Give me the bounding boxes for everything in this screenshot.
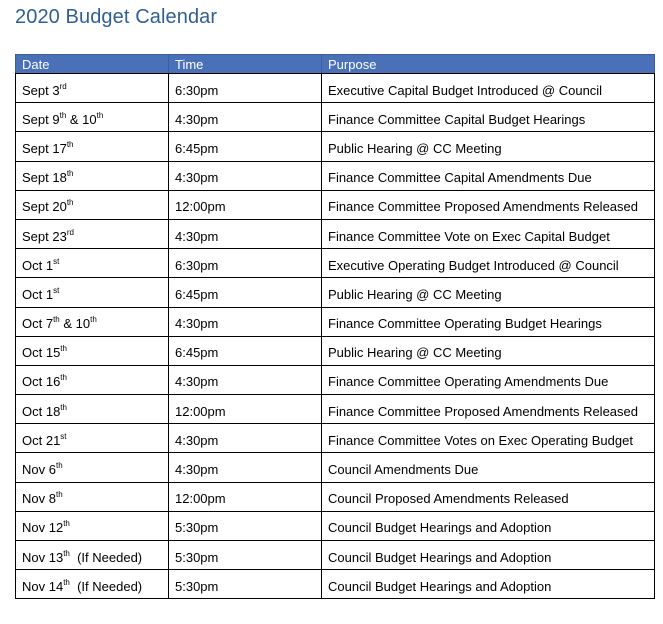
purpose-cell — [322, 541, 655, 570]
time-cell — [169, 249, 322, 278]
purpose-cell — [322, 395, 655, 424]
table-row — [16, 249, 655, 278]
purpose-cell — [322, 103, 655, 132]
time-text: 6:45pm — [175, 286, 219, 302]
time-cell — [169, 511, 322, 540]
purpose-text: Council Amendments Due — [328, 462, 479, 478]
time-cell — [169, 395, 322, 424]
table-row — [16, 161, 655, 190]
table-body — [16, 74, 655, 599]
time-text: 12:00pm — [175, 491, 226, 507]
purpose-text: Executive Capital Budget Introduced @ Council — [328, 82, 603, 98]
time-cell — [169, 307, 322, 336]
date-cell — [16, 249, 169, 278]
time-cell — [169, 74, 322, 103]
date-part: Oct 21 — [22, 432, 61, 448]
date-part: Sept 17 — [22, 140, 67, 156]
date-text — [22, 576, 142, 593]
purpose-text: Finance Committee Capital Budget Hearings — [328, 111, 586, 127]
date-part: Nov 14 — [22, 578, 64, 594]
purpose-cell — [322, 249, 655, 278]
date-text — [22, 371, 67, 388]
date-ordinal-suffix: th — [96, 110, 104, 120]
date-text — [22, 313, 97, 330]
table-row — [16, 570, 655, 599]
table-row — [16, 541, 655, 570]
date-part: Sept 3 — [22, 82, 60, 98]
time-text: 6:30pm — [175, 257, 219, 273]
table-row — [16, 511, 655, 540]
purpose-text: Finance Committee Votes on Exec Operating Budget — [328, 432, 633, 448]
date-text — [22, 284, 59, 301]
date-ordinal-suffix: th — [66, 198, 74, 208]
time-cell — [169, 103, 322, 132]
time-text: 4:30pm — [175, 432, 219, 448]
time-cell — [169, 541, 322, 570]
date-cell — [16, 219, 169, 248]
date-cell — [16, 161, 169, 190]
table-row — [16, 74, 655, 103]
time-text: 12:00pm — [175, 199, 226, 215]
time-text: 4:30pm — [175, 228, 219, 244]
date-cell — [16, 365, 169, 394]
purpose-text: Finance Committee Operating Amendments Due — [328, 374, 609, 390]
purpose-cell — [322, 365, 655, 394]
date-part: & 10 — [66, 111, 97, 127]
table-row — [16, 424, 655, 453]
time-cell — [169, 424, 322, 453]
purpose-text: Finance Committee Proposed Amendments Released — [328, 403, 638, 419]
date-ordinal-suffix: st — [60, 431, 67, 441]
date-ordinal-suffix: th — [53, 315, 60, 325]
time-cell — [169, 570, 322, 599]
header-time: Time — [169, 55, 322, 74]
date-part: Nov 13 — [22, 549, 64, 565]
purpose-cell — [322, 190, 655, 219]
date-ordinal-suffix: th — [60, 344, 67, 354]
purpose-cell — [322, 570, 655, 599]
table-row — [16, 278, 655, 307]
date-ordinal-suffix: th — [90, 315, 97, 325]
date-cell — [16, 190, 169, 219]
time-cell — [169, 219, 322, 248]
purpose-text: Executive Operating Budget Introduced @ Council — [328, 257, 619, 273]
table-row — [16, 219, 655, 248]
time-text: 4:30pm — [175, 111, 219, 127]
date-part: Oct 18 — [22, 403, 61, 419]
purpose-cell — [322, 278, 655, 307]
header-date: Date — [16, 55, 169, 74]
date-cell — [16, 511, 169, 540]
date-text — [22, 255, 59, 272]
purpose-text: Council Budget Hearings and Adoption — [328, 578, 552, 594]
table-row — [16, 395, 655, 424]
date-text — [22, 109, 103, 126]
purpose-cell — [322, 424, 655, 453]
date-text — [22, 167, 74, 184]
date-part: Sept 18 — [22, 170, 67, 186]
date-ordinal-suffix: th — [63, 548, 70, 558]
date-part: Nov 6 — [22, 462, 56, 478]
date-ordinal-suffix: th — [63, 519, 70, 529]
date-part: Sept 9 — [22, 111, 60, 127]
purpose-text: Finance Committee Vote on Exec Capital Budget — [328, 228, 610, 244]
time-cell — [169, 336, 322, 365]
date-part: Sept 20 — [22, 199, 67, 215]
page-title: 2020 Budget Calendar — [15, 6, 218, 28]
date-part: & 10 — [59, 316, 91, 332]
time-text: 4:30pm — [175, 170, 219, 186]
date-ordinal-suffix: rd — [66, 227, 74, 237]
date-cell — [16, 278, 169, 307]
date-text — [22, 459, 63, 476]
table-row — [16, 132, 655, 161]
date-ordinal-suffix: th — [66, 169, 74, 179]
purpose-text: Council Budget Hearings and Adoption — [328, 520, 552, 536]
purpose-cell — [322, 482, 655, 511]
purpose-text: Finance Committee Operating Budget Hearings — [328, 316, 602, 332]
purpose-text: Public Hearing @ CC Meeting — [328, 140, 502, 156]
header-purpose: Purpose — [322, 55, 655, 74]
time-cell — [169, 161, 322, 190]
date-ordinal-suffix: th — [60, 402, 67, 412]
time-cell — [169, 132, 322, 161]
date-part: (If Needed) — [69, 578, 143, 594]
table-row — [16, 453, 655, 482]
date-part: Oct 1 — [22, 286, 54, 302]
date-ordinal-suffix: th — [55, 490, 63, 500]
purpose-text: Finance Committee Proposed Amendments Released — [328, 199, 638, 215]
date-text — [22, 138, 74, 155]
time-text: 5:30pm — [175, 520, 219, 536]
date-part: Nov 8 — [22, 491, 56, 507]
date-cell — [16, 482, 169, 511]
time-cell — [169, 278, 322, 307]
purpose-text: Finance Committee Capital Amendments Due — [328, 170, 592, 186]
date-ordinal-suffix: st — [53, 256, 60, 266]
time-text: 5:30pm — [175, 549, 219, 565]
date-text — [22, 401, 67, 418]
date-cell — [16, 103, 169, 132]
date-text — [22, 488, 63, 505]
date-ordinal-suffix: th — [55, 461, 63, 471]
date-part: Oct 7 — [22, 316, 54, 332]
purpose-cell — [322, 161, 655, 190]
time-text: 4:30pm — [175, 462, 219, 478]
date-text — [22, 547, 142, 564]
date-cell — [16, 395, 169, 424]
date-text — [22, 430, 67, 447]
date-part: Oct 15 — [22, 345, 61, 361]
date-text — [22, 342, 67, 359]
table-row — [16, 482, 655, 511]
time-text: 5:30pm — [175, 578, 219, 594]
date-cell — [16, 74, 169, 103]
date-text — [22, 517, 70, 534]
time-text: 6:45pm — [175, 140, 219, 156]
date-ordinal-suffix: th — [60, 373, 67, 383]
purpose-text: Council Proposed Amendments Released — [328, 491, 569, 507]
date-part: Nov 12 — [22, 520, 64, 536]
table-row — [16, 336, 655, 365]
date-part: Oct 16 — [22, 374, 61, 390]
date-text — [22, 226, 74, 243]
time-text: 6:45pm — [175, 345, 219, 361]
date-text — [22, 80, 67, 97]
purpose-text: Public Hearing @ CC Meeting — [328, 286, 502, 302]
time-text: 6:30pm — [175, 82, 219, 98]
time-cell — [169, 453, 322, 482]
purpose-cell — [322, 336, 655, 365]
date-cell — [16, 132, 169, 161]
purpose-cell — [322, 219, 655, 248]
date-ordinal-suffix: th — [59, 110, 67, 120]
time-text: 12:00pm — [175, 403, 226, 419]
purpose-cell — [322, 307, 655, 336]
purpose-text: Public Hearing @ CC Meeting — [328, 345, 502, 361]
time-cell — [169, 482, 322, 511]
table-header-row — [16, 55, 655, 74]
date-cell — [16, 424, 169, 453]
date-cell — [16, 307, 169, 336]
date-cell — [16, 453, 169, 482]
date-ordinal-suffix: th — [66, 139, 74, 149]
date-part: Sept 23 — [22, 228, 67, 244]
purpose-cell — [322, 453, 655, 482]
table-row — [16, 365, 655, 394]
time-cell — [169, 365, 322, 394]
date-part: Oct 1 — [22, 257, 54, 273]
date-part: (If Needed) — [69, 549, 143, 565]
table-row — [16, 307, 655, 336]
date-text — [22, 196, 74, 213]
purpose-cell — [322, 132, 655, 161]
date-cell — [16, 570, 169, 599]
time-cell — [169, 190, 322, 219]
table-row — [16, 190, 655, 219]
date-ordinal-suffix: rd — [59, 81, 67, 91]
purpose-cell — [322, 511, 655, 540]
table-row — [16, 103, 655, 132]
date-cell — [16, 336, 169, 365]
purpose-cell — [322, 74, 655, 103]
date-cell — [16, 541, 169, 570]
budget-calendar-table — [15, 54, 655, 599]
purpose-text: Council Budget Hearings and Adoption — [328, 549, 552, 565]
time-text: 4:30pm — [175, 316, 219, 332]
time-text: 4:30pm — [175, 374, 219, 390]
date-ordinal-suffix: th — [63, 577, 70, 587]
date-ordinal-suffix: st — [53, 285, 60, 295]
